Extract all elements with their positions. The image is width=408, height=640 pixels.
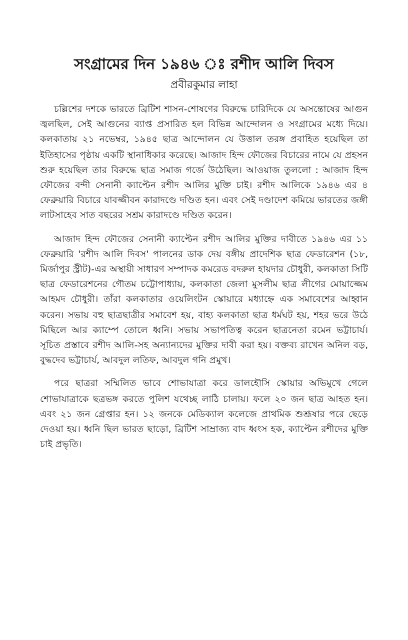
author-name: প্রবীরকুমার লাহা bbox=[170, 79, 238, 91]
paragraph: পরে ছাত্ররা সম্মিলিত ভাবে শোভাযাত্রা করে ডালহৌসি স্কোয়ার অভিমুখে গেলে শোভাযাত্রাকে ছত্রভঙ্গ করতে পুলিশ যথেচ্ছ লাঠি চালায়। ফলে ২০ জন ছাত্র আহত হন। এবং ২১ জন গ্রেপ্তার হন। ১২ জনকে মেডিক্যাল কলেজে প্রাথমিক শুশ্রূষার পরে ছেড়ে দেওয়া হয়। ধ্বনি ছিল ভারত ছাড়ো, ব্রিটিশ সাম্রাজ্য বাদ ধ্বংস হক, ক্যাপ্টেন রশীদের মুক্তি চাই প্রভৃতি। bbox=[40, 378, 368, 451]
paragraph: চল্লিশের দশকে ভারতে ব্রিটিশ শাসন-শোষণের বিরুদ্ধে চারিদিকে যে অসন্তোষের আগুন জ্বলছিল, সেই আগুনের ব্যাপ্ত প্রসারিত হল বিভিন্ন আন্দোলন ও সংগ্রামের মধ্যে দিয়ে। কলকাতায় ২১ নভেম্বর, ১৯৪৫ ছাত্র আন্দোলন যে উত্তাল তরঙ্গ প্রবাহিত হয়েছিল তা ইতিহাসের পৃষ্ঠায় একটি স্থানাধিকার করেছে। আজাদ হিন্দ ফৌজের বিচারের নামে যে প্রহসন শুরু হয়েছিল তার বিরুদ্ধে ছাত্র সমাজ গর্জে উঠেছিল। আওয়াজ তুললো : আজাদ হিন্দ ফৌজের বন্দী সেনানী ক্যাপ্টেন রশীদ আলির মুক্তি চাই। রশীদ আলিকে ১৯৪৬ এর ৪ ফেব্রুয়ারি বিচারে যাবজ্জীবন কারাদণ্ডে দণ্ডিত হন। এবং সেই দণ্ডাদেশ কমিয়ে ভারতের জঙ্গী লাটসাহেব সাত বছরের সশ্রম কারাদণ্ডে দণ্ডিত করেন। bbox=[40, 104, 368, 222]
page-title: সংগ্রামের দিন ১৯৪৬ ঃ রশীদ আলি দিবস bbox=[74, 55, 334, 73]
paragraph: আজাদ হিন্দ ফৌজের সেনানী ক্যাপ্টেন রশীদ আলির মুক্তির দাবীতে ১৯৪৬ এর ১১ ফেব্রুয়ারি 'রশীদ আলি দিবস' পালনের ডাক দেয় বঙ্গীয় প্রাদেশিক ছাত্র ফেডারেশন (১৮, মির্জাপুর স্ট্রীট)-এর অস্থায়ী সাধারণ সম্পাদক কমরেড বদরুল হায়দার চৌধুরী, কলকাতা সিটি ছাত্র ফেডারেশনের গৌতম চট্টোপাধ্যায়, কলকাতা জেলা মুসলীম ছাত্র লীগের মোয়াজ্জেম আহমদ চৌধুরী। তাঁরা কলকাতার ওয়েলিংটন স্কোয়ারে মধ্যাহ্নে এক সমাবেশের আহ্বান করেন। সভায় বহু ছাত্রছাত্রীর সমাবেশ হয়, বাহ্য কলকাতা ছাত্র ধর্মঘট হয়, শহর ভরে উঠে মিছিলে আর ক্যাম্পে তোলে ধ্বনি। সভায় সভাপতিত্ব করেন ছাত্রনেতা রমেন ভট্টাচার্য। সূচিত প্রস্তাবে রশীদ আলি-সহ অন্যান্যদের মুক্তির দাবী করা হয়। বক্তব্য রাখেন অনিল বড়, বুদ্ধদেব ভট্টাচার্য, আবদুল লতিফ, আবদুল গনি প্রমুখ। bbox=[40, 233, 368, 367]
